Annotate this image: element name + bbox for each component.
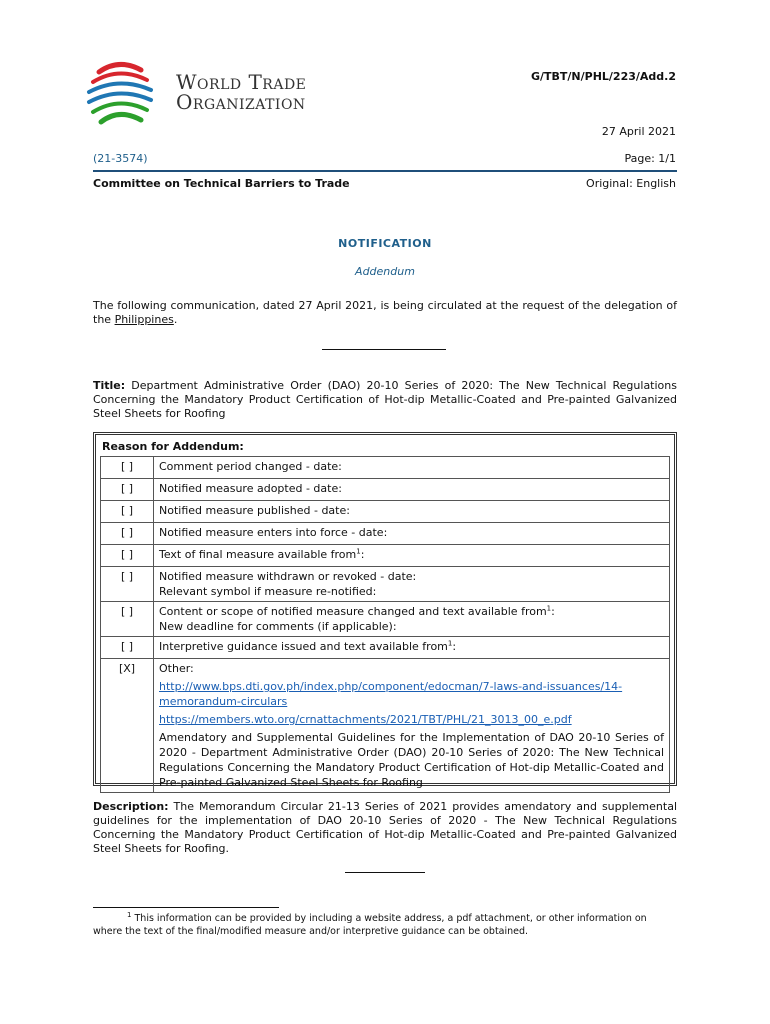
intro-end: . — [173, 313, 178, 326]
title-text: Department Administrative Order (DAO) 20-10 Series of 2020: The New Technical Regulations Concerning the Mandatory Product Certification of Hot-dip Metallic-Coated and Pre-painted Galvanized Steel Sheets for Roofing — [93, 379, 677, 420]
checkbox[interactable]: [ ] — [101, 602, 154, 637]
notification-heading: NOTIFICATION — [338, 237, 432, 250]
title-paragraph — [93, 379, 677, 421]
reason-table — [100, 456, 670, 793]
reason-option: Notified measure enters into force - date: — [154, 523, 670, 545]
page-number: Page: 1/1 — [624, 152, 676, 165]
document-date: 27 April 2021 — [601, 125, 676, 138]
reason-option: Text of final measure available from$^1$: — [154, 545, 670, 567]
country-name: Philippines — [114, 313, 174, 326]
reason-option: Content or scope of notified measure changed and text available from$^1$: New deadline for comments (if applicable): — [154, 602, 670, 637]
table-row — [101, 567, 670, 602]
description-label: Description: — [93, 800, 169, 813]
intro-paragraph — [93, 299, 677, 327]
other-label: Other: — [159, 662, 194, 675]
org-line-1: World Trade — [176, 70, 307, 94]
table-row — [101, 523, 670, 545]
intro-text: The following communication, dated 27 April 2021, is being circulated at the request of the delegation of the — [93, 299, 677, 326]
reason-option: Interpretive guidance issued and text available from$^1$: — [154, 637, 670, 659]
checkbox[interactable]: [ ] — [101, 637, 154, 659]
organization-name — [176, 72, 306, 112]
reason-option: Notified measure withdrawn or revoked - date: Relevant symbol if measure re-notified: — [154, 567, 670, 602]
description-paragraph — [93, 800, 677, 856]
addendum-subheading: Addendum — [355, 265, 415, 278]
org-line-2: Organization — [176, 90, 306, 114]
checkbox[interactable]: [ ] — [101, 457, 154, 479]
section-separator — [322, 349, 446, 350]
header-divider — [93, 170, 677, 172]
wto-attachment-link[interactable]: https://members.wto.org/crnattachments/2021/TBT/PHL/21_3013_00_e.pdf — [159, 713, 572, 726]
checkbox[interactable]: [X] — [101, 659, 154, 793]
reason-option: Notified measure published - date: — [154, 501, 670, 523]
original-language: Original: English — [586, 177, 676, 190]
checkbox[interactable]: [ ] — [101, 479, 154, 501]
checkbox[interactable]: [ ] — [101, 545, 154, 567]
table-row — [101, 602, 670, 637]
table-row — [101, 659, 670, 793]
table-row — [101, 479, 670, 501]
reason-option: Notified measure adopted - date: — [154, 479, 670, 501]
footnote-text: This information can be provided by including a website address, a pdf attachment, or other information on where the text of the final/modified measure and/or interpretive guidance can be obtained. — [93, 913, 647, 937]
table-row — [101, 501, 670, 523]
description-text: The Memorandum Circular 21-13 Series of 2021 provides amendatory and supplemental guidelines for the implementation of DAO 20-10 Series of 2020 - The New Technical Regulations Concerning the Mandatory Product Certification of Hot-dip Metallic-Coated and Pre-painted Galvanized Steel Sheets for Roofing. — [93, 800, 677, 855]
checkbox[interactable]: [ ] — [101, 567, 154, 602]
bps-link[interactable]: http://www.bps.dti.gov.ph/index.php/component/edocman/7-laws-and-issuances/14-memorandum-circulars — [159, 680, 623, 708]
document-symbol: G/TBT/N/PHL/223/Add.2 — [530, 70, 676, 83]
table-row — [101, 545, 670, 567]
wto-logo-icon — [85, 60, 165, 130]
table-row — [101, 637, 670, 659]
end-separator — [345, 872, 425, 873]
committee-name: Committee on Technical Barriers to Trade — [93, 177, 350, 190]
footnote-marker: 1 — [127, 910, 132, 919]
reason-heading: Reason for Addendum: — [102, 440, 244, 453]
reason-for-addendum-box — [93, 432, 677, 789]
checkbox[interactable]: [ ] — [101, 523, 154, 545]
footnote-divider — [93, 907, 279, 908]
other-description: Amendatory and Supplemental Guidelines for the Implementation of DAO 20-10 Series of 2020 - Department Administrative Order (DAO) 20-10 Series of 2020: The New Technical Regulations Concerning the Mandatory Product Certification of Hot-dip Metallic-Coated and Pre-painted Galvanized Steel Sheets for Roofing — [159, 731, 664, 789]
table-row — [101, 457, 670, 479]
reason-option: Comment period changed - date: — [154, 457, 670, 479]
document-number: (21-3574) — [93, 152, 148, 165]
title-label: Title: — [93, 379, 126, 392]
footnote — [93, 912, 677, 938]
checkbox[interactable]: [ ] — [101, 501, 154, 523]
reason-option-other — [154, 659, 670, 793]
